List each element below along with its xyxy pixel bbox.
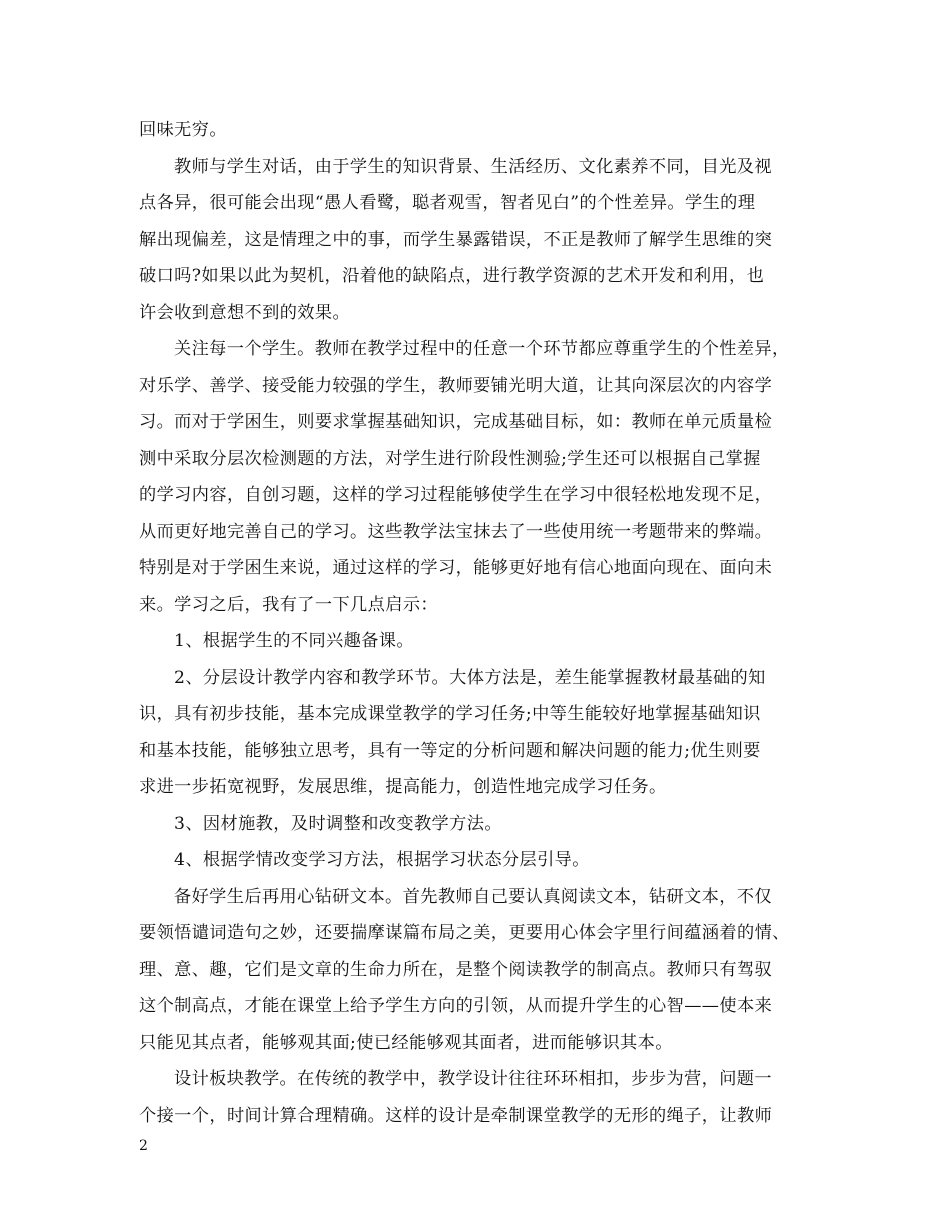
text-line: 回味无穷。	[139, 120, 227, 140]
document-body	[139, 112, 817, 1134]
text-line: 对乐学、善学、接受能力较强的学生，教师要铺光明大道，让其向深层次的内容学	[139, 375, 773, 396]
text-line: 习。而对于学困生，则要求掌握基础知识，完成基础目标，如：教师在单元质量检	[139, 412, 773, 432]
text-line: 和基本技能，能够独立思考，具有一等定的分析问题和解决问题的能力;优生则要	[139, 740, 761, 761]
text-line: 只能见其点者，能够观其面;使已经能够观其面者，进而能够识其本。	[139, 1032, 673, 1053]
text-line: 破口吗?如果以此为契机，沿着他的缺陷点，进行教学资源的艺术开发和利用，也	[139, 266, 765, 286]
text-line: 理、意、趣，它们是文章的生命力所在，是整个阅读教学的制高点。教师只有驾驭	[139, 959, 773, 980]
text-line: 点各异，很可能会出现“愚人看鹭，聪者观雪，智者见白”的个性差异。学生的理	[139, 193, 756, 213]
text-line: 识，具有初步技能，基本完成课堂教学的学习任务;中等生能较好地掌握基础知识	[139, 704, 761, 724]
text-line: 这个制高点，才能在课堂上给予学生方向的引领，从而提升学生的心智——使本来	[139, 996, 773, 1016]
text-line: 关注每一个学生。教师在教学过程中的任意一个环节都应尊重学生的个性差异，	[174, 339, 790, 359]
text-line: 从而更好地完善自己的学习。这些教学法宝抹去了一些使用统一考题带来的弊端。	[139, 521, 773, 542]
text-line: 1、根据学生的不同兴趣备课。	[174, 631, 414, 651]
text-line: 许会收到意想不到的效果。	[139, 302, 351, 323]
text-line: 教师与学生对话，由于学生的知识背景、生活经历、文化素养不同，目光及视	[174, 156, 772, 177]
text-line: 测中采取分层次检测题的方法，对学生进行阶段性测验;学生还可以根据自己掌握	[139, 448, 761, 469]
text-line: 要领悟谴词造句之妙，还要揣摩谋篇布局之美，更要用心体会字里行间蕴涵着的情、	[139, 923, 790, 943]
text-line: 解出现偏差，这是情理之中的事，而学生暴露错误，不正是教师了解学生思维的突	[139, 229, 773, 250]
text-line: 2、分层设计教学内容和教学环节。大体方法是，差生能掌握教材最基础的知	[174, 667, 766, 688]
text-line: 备好学生后再用心钻研文本。首先教师自己要认真阅读文本，钻研文本，不仅	[174, 886, 772, 907]
text-line: 求进一步拓宽视野，发展思维，提高能力，创造性地完成学习任务。	[139, 777, 667, 797]
text-line: 设计板块教学。在传统的教学中，教学设计往往环环相扣，步步为营，问题一	[174, 1069, 772, 1089]
text-line: 特别是对于学困生来说，通过这样的学习，能够更好地有信心地面向现在、面向未	[139, 558, 773, 578]
text-line: 的学习内容，自创习题，这样的学习过程能够使学生在学习中很轻松地发现不足，	[139, 485, 773, 505]
text-line: 4、根据学情改变学习方法，根据学习状态分层引导。	[174, 850, 590, 870]
text-line: 个接一个，时间计算合理精确。这样的设计是牵制课堂教学的无形的绳子，让教师	[139, 1105, 773, 1126]
page-number: 2	[139, 1138, 148, 1154]
text-line: 3、因材施教，及时调整和改变教学方法。	[174, 813, 502, 834]
text-line: 来。学习之后，我有了一下几点启示：	[139, 594, 438, 615]
